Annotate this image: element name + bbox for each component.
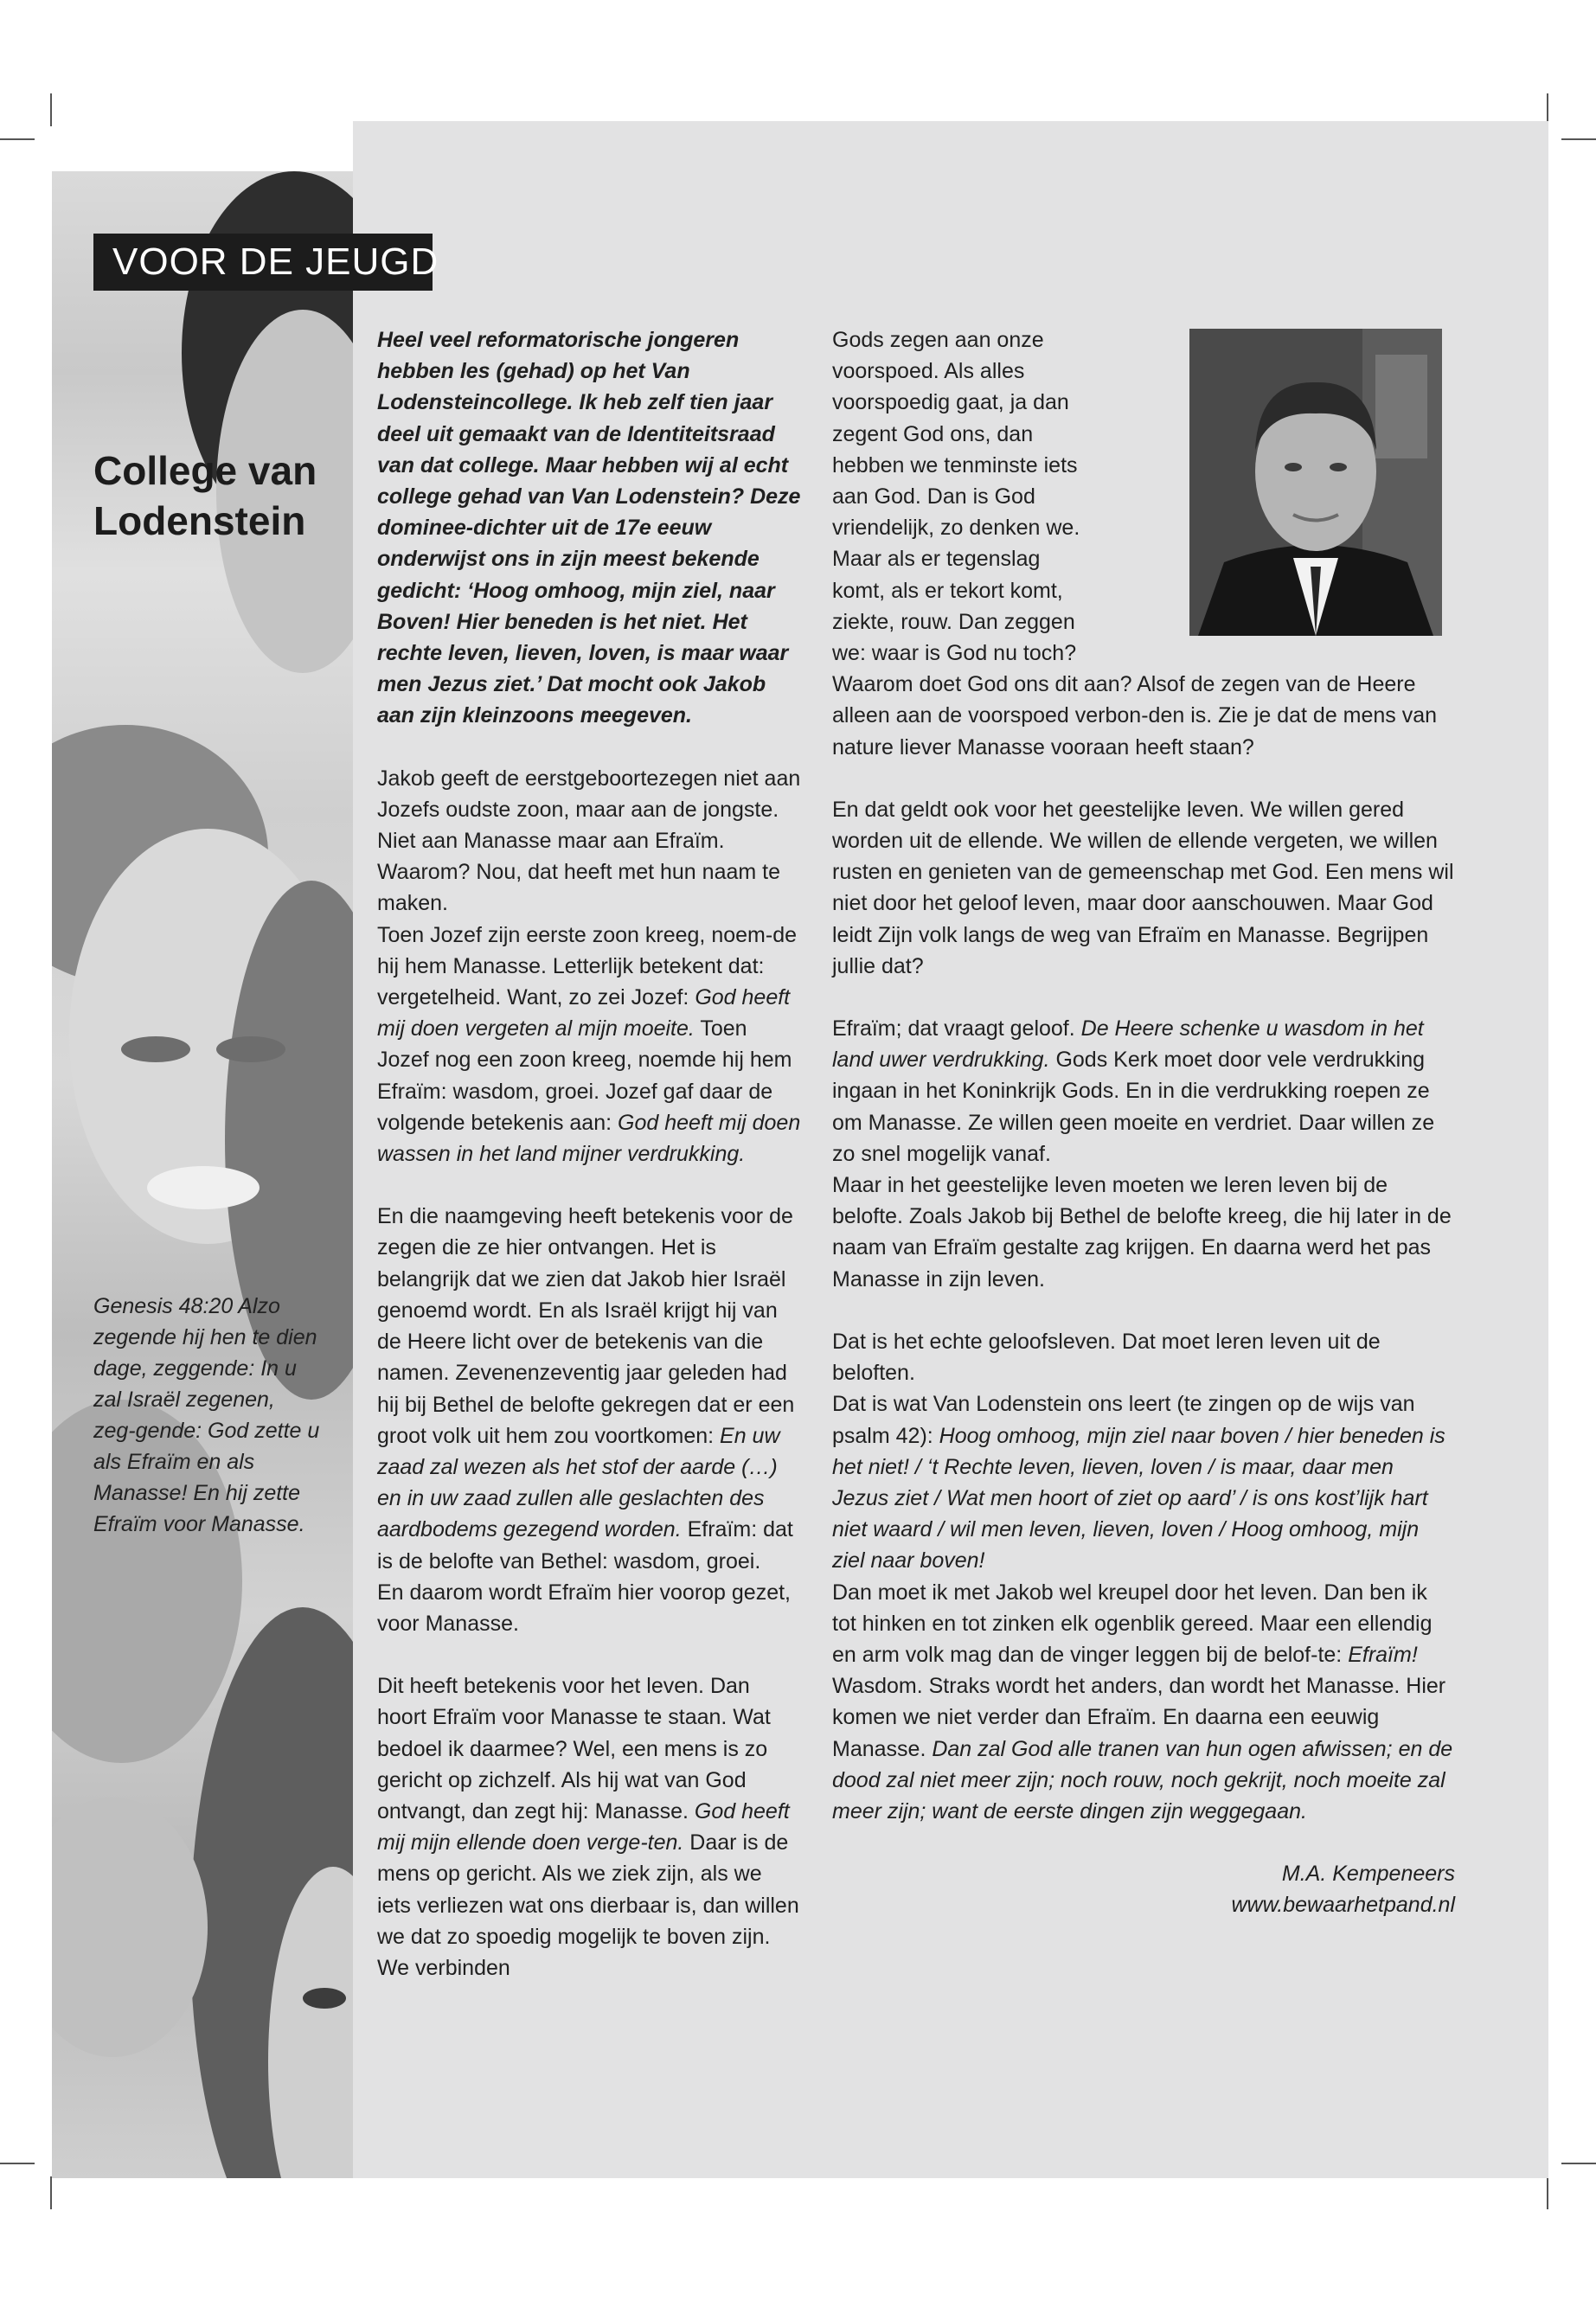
author-signature bbox=[832, 1858, 1455, 1920]
paragraph bbox=[832, 324, 1455, 763]
crop-mark bbox=[1561, 138, 1596, 140]
quote-text: En uw zaad zal wezen als het stof der aarde (…) en in uw zaad zullen alle geslachten des aardbodems gezegend worden. bbox=[377, 1423, 780, 1542]
paragraph bbox=[832, 1326, 1455, 1827]
quote-text: God heeft mij doen vergeten al mijn moeite. bbox=[377, 985, 791, 1042]
article-column-2 bbox=[832, 324, 1455, 1921]
intro-paragraph: Heel veel reformatorische jongeren hebben les (gehad) op het Van Lodensteincollege. Ik heb zelf tien jaar deel uit gemaakt van de Identiteitsraad van dat college. Maar hebben wij al echt college gehad van Van Lodenstein? Deze dominee-dichter uit de 17e eeuw onderwijst ons in zijn meest bekende gedicht: ‘Hoog omhoog, mijn ziel, naar Boven! Hier beneden is het niet. Het rechte leven, lieven, loven, is maar waar men Jezus ziet.’ Dat mocht ook Jakob aan zijn kleinzoons meegeven. bbox=[377, 328, 801, 728]
quote-text: Hoog omhoog, mijn ziel naar boven / hier beneden is het niet! / ‘t Rechte leven, lieven, loven / is maar, daar men Jezus ziet / Wat men hoort of ziet op aard’ / is ons kost’lijk hart niet waard / wil men leven, lieven, loven / Hoog omhoog, mijn ziel naar boven! bbox=[832, 1423, 1445, 1574]
crop-mark bbox=[1561, 2163, 1596, 2164]
text: Toen Jozef nog een zoon kreeg, noemde hij hem Efraïm: wasdom, groei. Jozef gaf daar de volgende betekenis aan: bbox=[377, 1016, 792, 1135]
quote-text: God heeft mij doen wassen in het land mijner verdrukking. bbox=[377, 1110, 801, 1167]
text: Dan moet ik met Jakob wel kreupel door het leven. Dan ben ik tot hinken en tot zinken elk ogenblik gereed. Maar een ellendig en arm volk mag dan de vinger leggen bij de belof-te: bbox=[832, 1580, 1433, 1667]
portrait-spacer bbox=[1083, 324, 1455, 646]
paragraph bbox=[832, 1013, 1455, 1295]
text: En daarom wordt Efraïm hier voorop gezet, voor Manasse. bbox=[377, 1580, 792, 1636]
paragraph bbox=[377, 1201, 801, 1639]
text: Toen Jozef zijn eerste zoon kreeg, noem-de hij hem Manasse. Letterlijk betekent dat: vergetelheid. Want, zo zei Jozef: bbox=[377, 922, 797, 1010]
text: En die naamgeving heeft betekenis voor de zegen die ze hier ontvangen. Het is belangrijk dat we zien dat Jakob hier Israël genoemd wordt. En als Israël krijgt hij van de Heere licht over de betekenis van die namen. Zevenenzeventig jaar geleden had hij bij Bethel de belofte gekregen dat er een groot volk uit hem zou voortkomen: bbox=[377, 1204, 795, 1448]
paragraph bbox=[377, 1670, 801, 1984]
article-title-line2: Lodenstein bbox=[93, 498, 306, 543]
text: Daar is de mens op gericht. Als we ziek zijn, als we iets verliezen wat ons dierbaar is, dan willen we dat zo spoedig mogelijk te boven zijn. We verbinden bbox=[377, 1830, 799, 1980]
quote-text: Dan zal God alle tranen van hun ogen afwissen; en de dood zal niet meer zijn; noch rouw, noch gekrijt, noch moeite zal meer zijn; want de eerste dingen zijn weggegaan. bbox=[832, 1736, 1453, 1823]
quote-text: God heeft mij mijn ellende doen verge-ten. bbox=[377, 1798, 790, 1856]
crop-mark bbox=[0, 2163, 35, 2164]
article-title-line1: College van bbox=[93, 448, 317, 493]
text: Gods Kerk moet door vele verdrukking ingaan in het Koninkrijk Gods. En in die verdrukking roepen ze om Manasse. Ze willen geen moeite en verdriet. Daar willen ze zo snel mogelijk vanaf. bbox=[832, 1048, 1435, 1166]
text: Dat is het echte geloofsleven. Dat moet leren leven uit de beloften. bbox=[832, 1329, 1381, 1386]
author-name: M.A. Kempeneers bbox=[1281, 1862, 1455, 1887]
crop-mark bbox=[1547, 2176, 1548, 2209]
paragraph bbox=[377, 763, 801, 1170]
text: Efraïm: dat is de belofte van Bethel: wasdom, groei. bbox=[377, 1517, 793, 1574]
section-label: VOOR DE JEUGD bbox=[93, 234, 433, 291]
quote-text: De Heere schenke u wasdom in het land uwer verdrukking. bbox=[832, 1016, 1424, 1073]
crop-mark bbox=[0, 138, 35, 140]
quote-text: Efraïm! bbox=[1348, 1642, 1418, 1667]
text: Maar in het geestelijke leven moeten we leren leven bij de belofte. Zoals Jakob bij Bethel de belofte kreeg, die hij later in de naam van Efraïm gestalte zag krijgen. En daarna werd het pas Manasse in zijn leven. bbox=[832, 1173, 1452, 1292]
text: Jakob geeft de eerstgeboortezegen niet aan Jozefs oudste zoon, maar aan de jongste. Niet aan Manasse maar aan Efraïm. Waarom? Nou, dat heeft met hun naam te maken. bbox=[377, 766, 801, 916]
crop-mark bbox=[50, 93, 52, 126]
text: Dit heeft betekenis voor het leven. Dan hoort Efraïm voor Manasse te staan. Wat bedoel ik daarmee? Wel, een mens is zo gericht op zichzelf. Als hij wat van God ontvangt, dan zegt hij: Manasse. bbox=[377, 1674, 771, 1823]
article-column-1 bbox=[377, 324, 801, 2015]
crop-mark bbox=[50, 2176, 52, 2209]
text: Efraïm; dat vraagt geloof. bbox=[832, 1016, 1081, 1042]
paragraph: En dat geldt ook voor het geestelijke leven. We willen gered worden uit de ellende. We willen de ellende vergeten, we willen rusten en genieten van de gemeenschap met God. Een mens wil niet door het geloof leven, maar door aanschouwen. Maar God leidt Zijn volk langs de weg van Efraïm en Manasse. Begrijpen jullie dat? bbox=[832, 797, 1454, 978]
text: Gods zegen aan onze voorspoed. Als alles voorspoedig gaat, ja dan zegent God ons, dan hebben we tenminste iets aan God. Dan is God vriendelijk, zo denken we. Maar als er tegenslag komt, als er tekort komt, ziekte, rouw. Dan zeggen we: waar is God nu toch? Waarom doet God ons dit aan? Alsof de zegen van de Heere alleen aan de voorspoed verbon-den is. Zie je dat de mens van nature liever Manasse vooraan heeft staan? bbox=[832, 328, 1438, 760]
bible-quote: Genesis 48:20 Alzo zegende hij hen te dien dage, zeggende: In u zal Israël zegenen, zeg-gende: God zette u als Efraïm en als Manasse! En hij zette Efraïm voor Manasse. bbox=[93, 1294, 320, 1536]
article-title bbox=[93, 445, 353, 546]
text: Dat is wat Van Lodenstein ons leert (te zingen op de wijs van psalm 42): bbox=[832, 1392, 1415, 1448]
text: Wasdom. Straks wordt het anders, dan wordt het Manasse. Hier komen we niet verder dan Efraïm. En daarna een eeuwig Manasse. bbox=[832, 1674, 1446, 1761]
author-website[interactable]: www.bewaarhetpand.nl bbox=[1231, 1893, 1455, 1918]
